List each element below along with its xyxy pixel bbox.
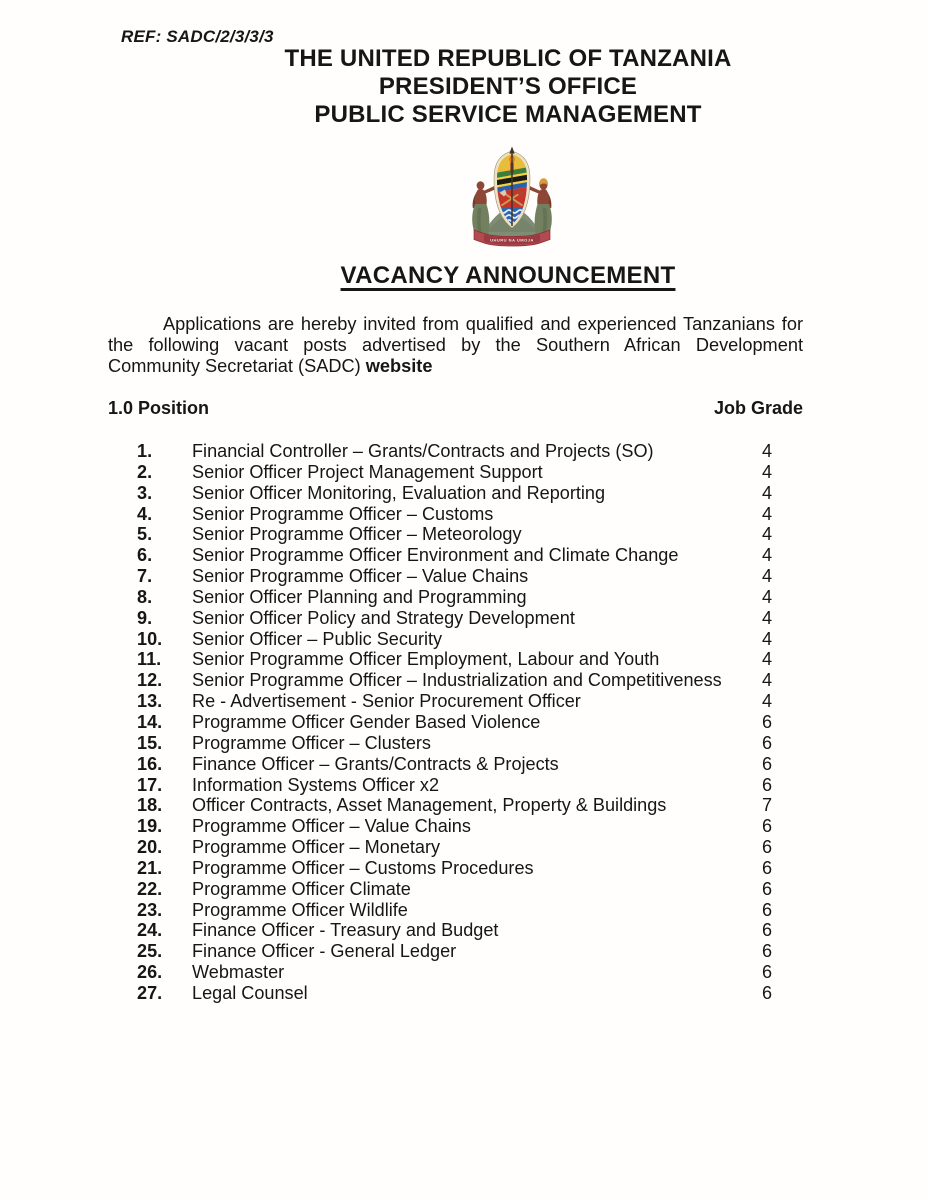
- position-number: 19.: [137, 816, 163, 837]
- position-title: Senior Programme Officer – Value Chains: [192, 566, 529, 587]
- position-number: 8.: [137, 586, 153, 607]
- letterhead-line-3: PUBLIC SERVICE MANAGEMENT: [314, 101, 702, 128]
- position-row: [108, 754, 803, 775]
- position-number: 4.: [137, 503, 153, 524]
- intro-text: Applications are hereby invited from qualified and experienced Tanzanians for the following vacant posts advertised by the Southern African Development Community Secretariat (SADC): [108, 314, 803, 377]
- position-number: 14.: [137, 711, 163, 732]
- position-number: 2.: [137, 461, 153, 482]
- position-title: Programme Officer Wildlife: [192, 899, 408, 920]
- position-title: Webmaster: [192, 962, 285, 983]
- letterhead-line-2: PRESIDENT’S OFFICE: [378, 73, 638, 100]
- position-grade: 6: [761, 899, 773, 920]
- position-row: [108, 795, 803, 816]
- position-grade: 4: [761, 649, 773, 670]
- position-title: Senior Programme Officer – Industrialization and Competitiveness: [192, 670, 722, 691]
- position-title: Programme Officer – Value Chains: [192, 816, 471, 837]
- position-row: [108, 670, 803, 691]
- position-grade: 6: [761, 711, 773, 732]
- position-row: [108, 900, 803, 921]
- position-row: [108, 629, 803, 650]
- position-title: Senior Officer – Public Security: [192, 628, 443, 649]
- motto-text: UHURU NA UMOJA: [490, 237, 534, 243]
- position-grade: 6: [761, 857, 773, 878]
- position-title: Programme Officer – Monetary: [192, 837, 441, 858]
- position-number: 21.: [137, 857, 163, 878]
- position-title: Programme Officer – Clusters: [192, 732, 431, 753]
- position-grade: 6: [761, 920, 773, 941]
- position-title: Finance Officer - General Ledger: [192, 941, 457, 962]
- position-row: [108, 504, 803, 525]
- position-grade: 4: [761, 628, 773, 649]
- position-grade: 6: [761, 837, 773, 858]
- position-number: 25.: [137, 941, 163, 962]
- position-grade: 4: [761, 586, 773, 607]
- position-row: [108, 608, 803, 629]
- column-grade-label: Job Grade: [713, 398, 803, 418]
- position-grade: 4: [761, 461, 773, 482]
- position-title: Senior Officer Policy and Strategy Development: [192, 607, 575, 628]
- position-row: [108, 983, 803, 1004]
- position-number: 23.: [137, 899, 163, 920]
- position-title: Finance Officer – Grants/Contracts & Projects: [192, 753, 559, 774]
- position-row: [108, 587, 803, 608]
- position-title: Financial Controller – Grants/Contracts and Projects (SO): [192, 441, 654, 461]
- column-position-label: 1.0 Position: [108, 398, 210, 418]
- position-title: Senior Programme Officer Environment and Climate Change: [192, 545, 679, 566]
- position-row: [108, 775, 803, 796]
- position-grade: 4: [761, 503, 773, 524]
- position-number: 1.: [137, 441, 153, 461]
- position-grade: 6: [761, 774, 773, 795]
- position-grade: 4: [761, 441, 773, 461]
- position-row: [108, 941, 803, 962]
- position-number: 9.: [137, 607, 153, 628]
- position-number: 27.: [137, 982, 163, 1003]
- position-number: 7.: [137, 566, 153, 587]
- position-grade: 6: [761, 941, 773, 962]
- intro-bold-word: website: [365, 356, 433, 377]
- position-number: 13.: [137, 691, 163, 712]
- intro-paragraph: [108, 314, 803, 378]
- position-grade: 4: [761, 482, 773, 503]
- position-number: 6.: [137, 545, 153, 566]
- position-grade: 6: [761, 732, 773, 753]
- position-grade: 6: [761, 816, 773, 837]
- position-number: 26.: [137, 962, 163, 983]
- position-row: [108, 837, 803, 858]
- position-row: [108, 879, 803, 900]
- position-number: 12.: [137, 670, 163, 691]
- position-number: 10.: [137, 628, 163, 649]
- position-grade: 4: [761, 607, 773, 628]
- position-title: Senior Officer Monitoring, Evaluation and Reporting: [192, 482, 606, 503]
- position-grade: 7: [761, 795, 773, 816]
- position-number: 17.: [137, 774, 163, 795]
- position-number: 24.: [137, 920, 163, 941]
- positions-list: [108, 441, 803, 1004]
- position-title: Senior Officer Planning and Programming: [192, 586, 527, 607]
- position-grade: 6: [761, 982, 773, 1003]
- position-grade: 6: [761, 878, 773, 899]
- position-grade: 4: [761, 566, 773, 587]
- position-row: [108, 566, 803, 587]
- letterhead: [89, 45, 927, 129]
- position-row: [108, 691, 803, 712]
- position-row: [108, 524, 803, 545]
- position-grade: 4: [761, 670, 773, 691]
- position-row: [108, 462, 803, 483]
- position-row: [108, 649, 803, 670]
- position-row: [108, 545, 803, 566]
- position-title: Re - Advertisement - Senior Procurement Officer: [192, 691, 581, 712]
- position-number: 22.: [137, 878, 163, 899]
- position-row: [108, 733, 803, 754]
- position-row: [108, 858, 803, 879]
- table-header: [108, 398, 803, 419]
- position-grade: 4: [761, 691, 773, 712]
- position-title: Programme Officer – Customs Procedures: [192, 857, 534, 878]
- position-title: Senior Programme Officer – Customs: [192, 503, 494, 524]
- position-row: [108, 441, 803, 462]
- coat-of-arms-icon: [457, 146, 567, 250]
- position-row: [108, 483, 803, 504]
- position-row: [108, 962, 803, 983]
- position-title: Legal Counsel: [192, 982, 308, 1003]
- position-title: Senior Officer Project Management Support: [192, 461, 543, 482]
- position-title: Senior Programme Officer Employment, Labour and Youth: [192, 649, 660, 670]
- position-row: [108, 816, 803, 837]
- position-number: 18.: [137, 795, 163, 816]
- position-number: 5.: [137, 524, 153, 545]
- position-row: [108, 920, 803, 941]
- position-title: Finance Officer - Treasury and Budget: [192, 920, 499, 941]
- position-grade: 6: [761, 962, 773, 983]
- tanzania-coat-of-arms-svg: [457, 146, 567, 250]
- position-title: Officer Contracts, Asset Management, Property & Buildings: [192, 795, 667, 816]
- letterhead-line-1: THE UNITED REPUBLIC OF TANZANIA: [284, 45, 732, 72]
- page-title: VACANCY ANNOUNCEMENT: [340, 262, 676, 289]
- position-number: 16.: [137, 753, 163, 774]
- position-title: Information Systems Officer x2: [192, 774, 440, 795]
- position-grade: 4: [761, 524, 773, 545]
- position-number: 20.: [137, 837, 163, 858]
- reference-number: REF: SADC/2/3/3/3: [121, 27, 274, 46]
- position-grade: 6: [761, 753, 773, 774]
- position-number: 3.: [137, 482, 153, 503]
- position-title: Senior Programme Officer – Meteorology: [192, 524, 522, 545]
- position-title: Programme Officer Gender Based Violence: [192, 711, 541, 732]
- position-row: [108, 712, 803, 733]
- position-title: Programme Officer Climate: [192, 878, 411, 899]
- position-grade: 4: [761, 545, 773, 566]
- position-number: 11.: [137, 649, 162, 670]
- position-number: 15.: [137, 732, 163, 753]
